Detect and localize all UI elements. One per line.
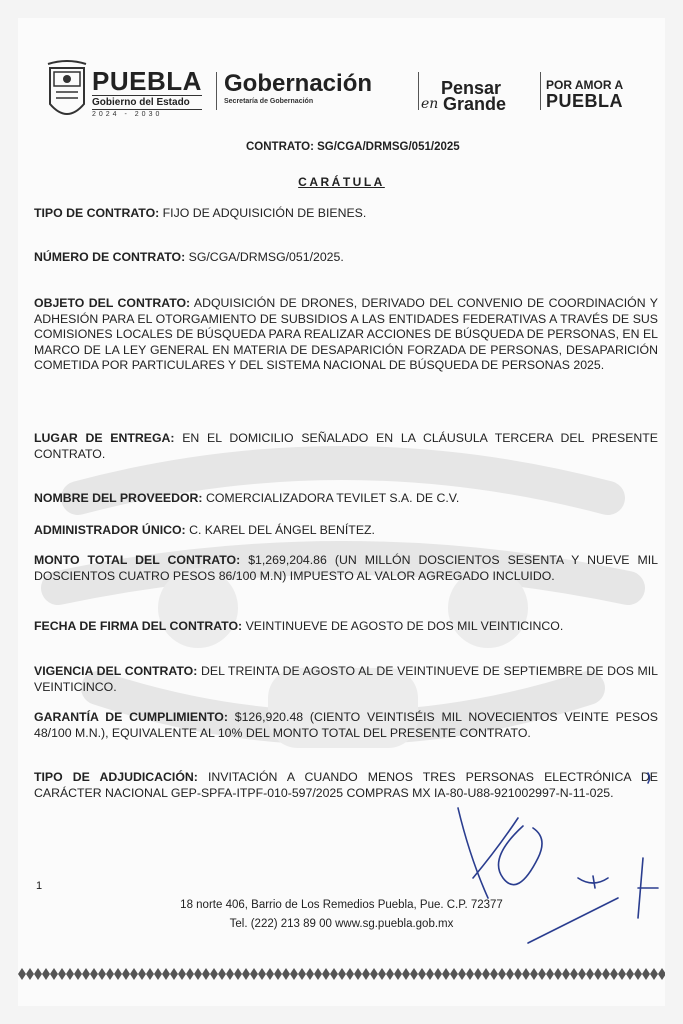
pensar-text: Pensar [441,78,502,98]
header-divider [418,72,419,110]
puebla-logo-name: PUEBLA [92,66,202,96]
field-value: COMERCIALIZADORA TEVILET S.A. DE C.V. [205,491,460,505]
state-seal-icon [46,60,88,128]
field-administrador-unico [34,523,658,539]
field-lugar-entrega [34,431,658,462]
field-value: $1,269,204.86 (UN MILLÓN DOSCIENTOS SESENTA Y NUEVE MIL DOSCIENTOS CUATRO PESOS 86/100 M.N) IMPUESTO AL VALOR AGREGADO INCLUIDO. [34,553,659,583]
field-label: NÚMERO DE CONTRATO: [34,250,186,264]
en-text: en [421,96,439,112]
field-objeto-contrato [34,296,658,374]
footer [18,896,665,934]
field-label: LUGAR DE ENTREGA: [34,431,175,445]
decorative-border [18,964,665,984]
gobernacion-subtitle: Secretaría de Gobernación [224,98,314,105]
letterhead [46,60,646,153]
grande-text: Grande [443,94,507,114]
field-tipo-adjudicacion [34,770,658,801]
field-label: TIPO DE CONTRATO: [34,206,160,220]
field-label: MONTO TOTAL DEL CONTRATO: [34,553,241,567]
footer-address: 18 norte 406, Barrio de Los Remedios Puebla, Pue. C.P. 72377 [180,899,503,911]
field-nombre-proveedor [34,491,658,507]
field-value: FIJO DE ADQUISICIÓN DE BIENES. [162,206,367,220]
field-numero-contrato [34,250,658,266]
puebla-logo-subtitle: Gobierno del Estado [92,95,202,110]
puebla-logo [92,68,202,118]
field-monto-total [34,553,658,584]
field-value: EN EL DOMICILIO SEÑALADO EN LA CLÁUSULA TERCERA DEL PRESENTE CONTRATO. [34,431,658,461]
gobernacion-name: Gobernación [224,70,373,97]
por-amor-a-puebla-logo [546,78,656,110]
field-fecha-firma [34,619,658,635]
field-tipo-contrato [34,206,658,222]
document-page [18,18,665,1006]
field-value: VEINTINUEVE DE AGOSTO DE DOS MIL VEINTICINCO. [245,619,564,633]
field-value: ADQUISICIÓN DE DRONES, DERIVADO DEL CONVENIO DE COORDINACIÓN Y ADHESIÓN PARA EL OTORGAMIENTO DE SUBSIDIOS A LAS ENTIDADES FEDERATIVAS A TRAVÉS DE SUS COMISIONES LOCALES DE BÚSQUEDA PARA REALIZAR ACCIONES DE BÚSQUEDA DE PERSONAS, EN EL MARCO DE LA LEY GENERAL EN MATERIA DE DESAPARICIÓN FORZADA DE PERSONAS, DESAPARICIÓN COMETIDA POR PARTICULARES Y DEL SISTEMA NACIONAL DE BÚSQUEDA DE PERSONAS 2025. [34,296,658,372]
field-garantia [34,710,658,741]
header-divider [216,72,217,110]
field-label: TIPO DE ADJUDICACIÓN: [34,770,198,784]
page-number: 1 [36,880,43,892]
gobernacion-logo [224,72,372,105]
header-divider [540,72,541,110]
field-label: OBJETO DEL CONTRATO: [34,296,191,310]
field-label: NOMBRE DEL PROVEEDOR: [34,491,203,505]
field-value: SG/CGA/DRMSG/051/2025. [188,250,344,264]
amor-top-text: POR AMOR A [546,78,624,92]
field-vigencia [34,664,658,695]
field-value: INVITACIÓN A CUANDO MENOS TRES PERSONAS ELECTRÓNICA DE CARÁCTER NACIONAL GEP-SPFA-ITPF-010-597/2025 COMPRAS MX IA-80-U88-921002997-N-11-025. [34,770,659,800]
puebla-logo-years: 2024 - 2030 [92,111,163,118]
field-value: C. KAREL DEL ÁNGEL BENÍTEZ. [189,523,375,537]
contract-reference: CONTRATO: SG/CGA/DRMSG/051/2025 [246,141,460,153]
footer-contact: Tel. (222) 213 89 00 www.sg.puebla.gob.mx [229,918,454,930]
field-label: VIGENCIA DEL CONTRATO: [34,664,198,678]
field-label: FECHA DE FIRMA DEL CONTRATO: [34,619,243,633]
field-value: DEL TREINTA DE AGOSTO AL DE VEINTINUEVE DE SEPTIEMBRE DE DOS MIL VEINTICINCO. [34,664,658,694]
pensar-en-grande-logo [421,78,531,118]
field-value: $126,920.48 (CIENTO VEINTISÉIS MIL NOVECIENTOS VEINTE PESOS 48/100 M.N.), EQUIVALENTE AL 10% DEL MONTO TOTAL DEL PRESENTE CONTRATO. [34,710,658,740]
field-label: GARANTÍA DE CUMPLIMIENTO: [34,710,228,724]
page-title: CARÁTULA [298,175,385,189]
field-label: ADMINISTRADOR ÚNICO: [34,523,186,537]
amor-bottom-text: PUEBLA [546,91,624,111]
